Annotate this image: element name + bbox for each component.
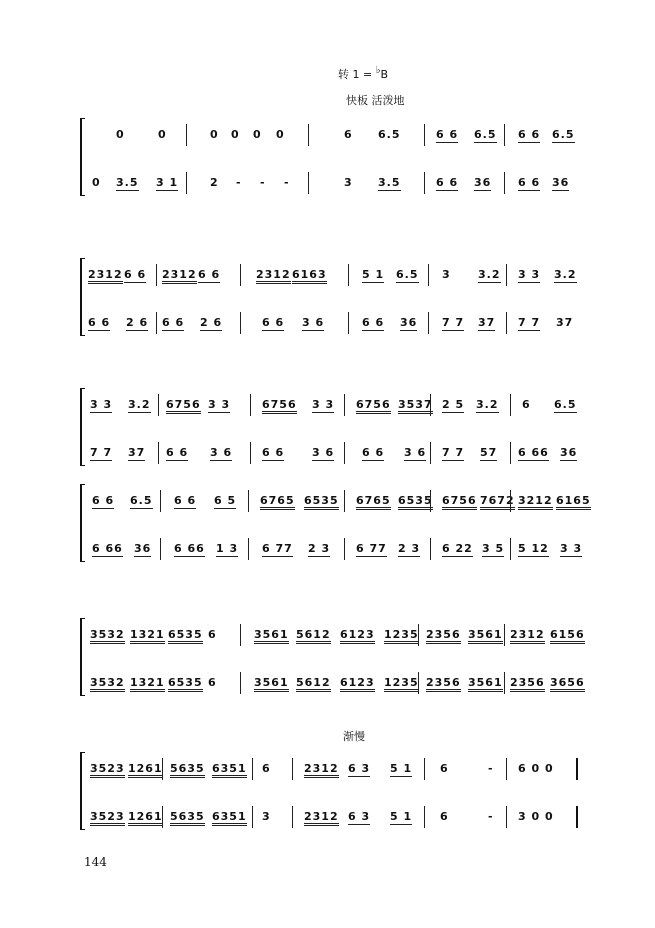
note-group: 6 bbox=[344, 128, 353, 141]
note-group: 6 66 bbox=[92, 542, 123, 555]
note-group: 6756 bbox=[262, 398, 297, 414]
barline bbox=[348, 312, 349, 334]
note-group: 6 bbox=[522, 398, 531, 411]
note-group: 6 3 bbox=[348, 810, 371, 823]
barline bbox=[250, 442, 251, 464]
note-group: 37 bbox=[556, 316, 574, 329]
note-group: 3 3 bbox=[312, 398, 335, 411]
key-prefix: 转 1 = bbox=[338, 68, 373, 81]
note-group: 3561 bbox=[468, 628, 503, 644]
note-group: 3.2 bbox=[478, 268, 501, 281]
note-group: 3.2 bbox=[128, 398, 151, 411]
note-group: 2312 bbox=[304, 762, 339, 778]
barline bbox=[424, 172, 425, 194]
page-number: 144 bbox=[84, 855, 107, 869]
upper-part-row bbox=[86, 756, 576, 784]
note-group: 2 3 bbox=[398, 542, 421, 555]
note-group: 3 3 bbox=[208, 398, 231, 411]
barline bbox=[424, 758, 425, 780]
barline bbox=[430, 442, 431, 464]
note-group: 3537 bbox=[398, 398, 433, 414]
note-group: 6 6 bbox=[162, 316, 185, 329]
barline bbox=[240, 312, 241, 334]
note-group: 3 bbox=[262, 810, 271, 823]
barline bbox=[430, 490, 431, 512]
note-group: 5612 bbox=[296, 628, 331, 644]
note-group: 3.5 bbox=[116, 176, 139, 189]
note-group: 6163 bbox=[292, 268, 327, 284]
note-group: 6123 bbox=[340, 628, 375, 644]
note-group: 6.5 bbox=[474, 128, 497, 141]
note-group: 6351 bbox=[212, 762, 247, 778]
barline bbox=[158, 442, 159, 464]
note-group: 5 1 bbox=[390, 762, 413, 775]
note-group: 6535 bbox=[398, 494, 433, 510]
barline bbox=[504, 624, 505, 646]
barline bbox=[506, 264, 507, 286]
score-system bbox=[80, 118, 580, 198]
note-group: 5635 bbox=[170, 762, 205, 778]
barline bbox=[344, 442, 345, 464]
note-group: 3 6 bbox=[404, 446, 427, 459]
note-group: 5 1 bbox=[362, 268, 385, 281]
note-group: 3523 bbox=[90, 762, 125, 778]
note-group: 2 6 bbox=[200, 316, 223, 329]
note-group: 6535 bbox=[168, 628, 203, 644]
note-group: 3212 bbox=[518, 494, 553, 510]
note-group: - bbox=[260, 176, 266, 189]
note-group: 3 3 bbox=[560, 542, 583, 555]
note-group: 6 22 bbox=[442, 542, 473, 555]
lower-part-row bbox=[86, 536, 583, 564]
barline bbox=[504, 672, 505, 694]
note-group: 3 5 bbox=[482, 542, 505, 555]
barline bbox=[430, 538, 431, 560]
note-group: 7 7 bbox=[90, 446, 113, 459]
lower-part-row bbox=[86, 310, 576, 338]
note-group: 2356 bbox=[510, 676, 545, 692]
note-group: 3 0 0 bbox=[518, 810, 554, 823]
note-group: 0 bbox=[276, 128, 285, 141]
note-group: 3 3 bbox=[90, 398, 113, 411]
note-group: 1 3 bbox=[216, 542, 239, 555]
barline bbox=[418, 672, 419, 694]
key-flat: ♭ bbox=[375, 65, 381, 76]
score-system bbox=[80, 752, 580, 832]
note-group: 2 5 bbox=[442, 398, 465, 411]
upper-part-row bbox=[86, 622, 585, 650]
note-group: 36 bbox=[552, 176, 570, 189]
barline bbox=[424, 124, 425, 146]
system-bracket bbox=[80, 118, 85, 196]
note-group: 36 bbox=[400, 316, 418, 329]
note-group: 37 bbox=[478, 316, 496, 329]
barline bbox=[510, 490, 511, 512]
note-group: 3.5 bbox=[378, 176, 401, 189]
barline bbox=[186, 172, 187, 194]
system-bracket bbox=[80, 484, 85, 562]
note-group: 6 6 bbox=[262, 446, 285, 459]
score-system bbox=[80, 618, 585, 698]
note-group: 0 bbox=[253, 128, 262, 141]
barline bbox=[308, 124, 309, 146]
note-group: 6 5 bbox=[214, 494, 237, 507]
note-group: 6 6 bbox=[92, 494, 115, 507]
note-group: 3523 bbox=[90, 810, 125, 826]
ritardando-marking: 渐慢 bbox=[343, 730, 365, 743]
note-group: 1321 bbox=[130, 676, 165, 692]
barline bbox=[186, 124, 187, 146]
note-group: 3 6 bbox=[302, 316, 325, 329]
note-group: - bbox=[488, 762, 494, 775]
note-group: 6.5 bbox=[552, 128, 575, 141]
note-group: 0 bbox=[92, 176, 101, 189]
note-group: 3561 bbox=[254, 628, 289, 644]
barline bbox=[248, 538, 249, 560]
tempo-marking: 快板 活泼地 bbox=[346, 94, 405, 107]
note-group: 6 6 bbox=[174, 494, 197, 507]
note-group: 6.5 bbox=[554, 398, 577, 411]
note-group: - bbox=[284, 176, 290, 189]
note-group: 6765 bbox=[260, 494, 295, 510]
note-group: 2312 bbox=[304, 810, 339, 826]
note-group: 3.2 bbox=[554, 268, 577, 281]
barline bbox=[240, 672, 241, 694]
note-group: 6 6 bbox=[518, 128, 541, 141]
upper-part-row bbox=[86, 122, 576, 150]
note-group: 3 3 bbox=[518, 268, 541, 281]
note-group: 3656 bbox=[550, 676, 585, 692]
note-group: 2 3 bbox=[308, 542, 331, 555]
score-system bbox=[80, 484, 591, 564]
note-group: 3532 bbox=[90, 676, 125, 692]
system-bracket bbox=[80, 752, 85, 830]
note-group: 6 6 bbox=[362, 316, 385, 329]
note-group: 3561 bbox=[254, 676, 289, 692]
note-group: 7 7 bbox=[442, 446, 465, 459]
note-group: 6 bbox=[440, 762, 449, 775]
barline bbox=[252, 758, 253, 780]
note-group: 0 bbox=[158, 128, 167, 141]
note-group: 0 bbox=[231, 128, 240, 141]
barline bbox=[158, 394, 159, 416]
note-group: 6 77 bbox=[262, 542, 293, 555]
note-group: 6 66 bbox=[518, 446, 549, 459]
barline bbox=[250, 394, 251, 416]
note-group: 6 bbox=[440, 810, 449, 823]
key-note: B bbox=[380, 68, 388, 81]
barline bbox=[156, 264, 157, 286]
lower-part-row bbox=[86, 670, 585, 698]
note-group: 6 bbox=[208, 628, 217, 641]
note-group: 6 6 bbox=[436, 128, 459, 141]
lower-part-row bbox=[86, 440, 576, 468]
note-group: 0 bbox=[210, 128, 219, 141]
note-group: 2356 bbox=[426, 628, 461, 644]
note-group: 6165 bbox=[556, 494, 591, 510]
note-group: 6.5 bbox=[396, 268, 419, 281]
score-system bbox=[80, 388, 580, 468]
note-group: 6 6 bbox=[262, 316, 285, 329]
barline bbox=[162, 758, 163, 780]
note-group: 1235 bbox=[384, 676, 419, 692]
note-group: 2312 bbox=[88, 268, 123, 284]
note-group: 7 7 bbox=[518, 316, 541, 329]
system-bracket bbox=[80, 258, 85, 336]
barline bbox=[576, 806, 578, 828]
score-system bbox=[80, 258, 580, 338]
barline bbox=[576, 758, 578, 780]
note-group: 1321 bbox=[130, 628, 165, 644]
barline bbox=[160, 538, 161, 560]
note-group: 6756 bbox=[166, 398, 201, 414]
note-group: 1235 bbox=[384, 628, 419, 644]
lower-part-row bbox=[86, 170, 576, 198]
system-bracket bbox=[80, 618, 85, 696]
note-group: 6123 bbox=[340, 676, 375, 692]
barline bbox=[430, 394, 431, 416]
note-group: 7 7 bbox=[442, 316, 465, 329]
note-group: 37 bbox=[128, 446, 146, 459]
note-group: 6 6 bbox=[518, 176, 541, 189]
note-group: 6 66 bbox=[174, 542, 205, 555]
note-group: 6.5 bbox=[378, 128, 401, 141]
barline bbox=[292, 758, 293, 780]
barline bbox=[308, 172, 309, 194]
note-group: 3 6 bbox=[210, 446, 233, 459]
note-group: 6756 bbox=[356, 398, 391, 414]
barline bbox=[162, 806, 163, 828]
note-group: 6 6 bbox=[362, 446, 385, 459]
note-group: 6 0 0 bbox=[518, 762, 554, 775]
barline bbox=[292, 806, 293, 828]
note-group: 6351 bbox=[212, 810, 247, 826]
barline bbox=[506, 312, 507, 334]
note-group: 6.5 bbox=[130, 494, 153, 507]
note-group: 6 6 bbox=[198, 268, 221, 281]
barline bbox=[240, 264, 241, 286]
barline bbox=[428, 312, 429, 334]
barline bbox=[510, 442, 511, 464]
note-group: - bbox=[236, 176, 242, 189]
note-group: 3 6 bbox=[312, 446, 335, 459]
note-group: 6 6 bbox=[166, 446, 189, 459]
note-group: 6 6 bbox=[124, 268, 147, 281]
note-group: 3 1 bbox=[156, 176, 179, 189]
barline bbox=[510, 394, 511, 416]
barline bbox=[344, 538, 345, 560]
note-group: 2 bbox=[210, 176, 219, 189]
note-group: 7672 bbox=[480, 494, 515, 510]
note-group: 3532 bbox=[90, 628, 125, 644]
note-group: 6156 bbox=[550, 628, 585, 644]
note-group: 6 bbox=[262, 762, 271, 775]
barline bbox=[510, 538, 511, 560]
barline bbox=[428, 264, 429, 286]
note-group: 6 6 bbox=[436, 176, 459, 189]
note-group: 2356 bbox=[426, 676, 461, 692]
note-group: 36 bbox=[474, 176, 492, 189]
barline bbox=[156, 312, 157, 334]
upper-part-row bbox=[86, 262, 576, 290]
note-group: 2312 bbox=[256, 268, 291, 284]
note-group: 6 3 bbox=[348, 762, 371, 775]
note-group: 1261 bbox=[128, 810, 163, 826]
barline bbox=[160, 490, 161, 512]
barline bbox=[504, 172, 505, 194]
note-group: 2 6 bbox=[126, 316, 149, 329]
note-group: 36 bbox=[134, 542, 152, 555]
note-group: - bbox=[488, 810, 494, 823]
key-signature bbox=[338, 66, 388, 82]
note-group: 2312 bbox=[162, 268, 197, 284]
note-group: 5635 bbox=[170, 810, 205, 826]
note-group: 5612 bbox=[296, 676, 331, 692]
note-group: 6535 bbox=[304, 494, 339, 510]
note-group: 2312 bbox=[510, 628, 545, 644]
note-group: 3561 bbox=[468, 676, 503, 692]
note-group: 6765 bbox=[356, 494, 391, 510]
note-group: 1261 bbox=[128, 762, 163, 778]
upper-part-row bbox=[86, 488, 591, 516]
upper-part-row bbox=[86, 392, 576, 420]
barline bbox=[506, 806, 507, 828]
barline bbox=[248, 490, 249, 512]
barline bbox=[424, 806, 425, 828]
barline bbox=[344, 394, 345, 416]
barline bbox=[252, 806, 253, 828]
barline bbox=[348, 264, 349, 286]
note-group: 5 1 bbox=[390, 810, 413, 823]
barline bbox=[344, 490, 345, 512]
note-group: 3.2 bbox=[476, 398, 499, 411]
note-group: 0 bbox=[116, 128, 125, 141]
note-group: 57 bbox=[480, 446, 498, 459]
note-group: 6 6 bbox=[88, 316, 111, 329]
note-group: 6 77 bbox=[356, 542, 387, 555]
note-group: 3 bbox=[344, 176, 353, 189]
barline bbox=[240, 624, 241, 646]
barline bbox=[506, 758, 507, 780]
note-group: 36 bbox=[560, 446, 578, 459]
lower-part-row bbox=[86, 804, 576, 832]
note-group: 6 bbox=[208, 676, 217, 689]
system-bracket bbox=[80, 388, 85, 466]
barline bbox=[504, 124, 505, 146]
note-group: 3 bbox=[442, 268, 451, 281]
note-group: 6756 bbox=[442, 494, 477, 510]
note-group: 6535 bbox=[168, 676, 203, 692]
note-group: 5 12 bbox=[518, 542, 549, 555]
barline bbox=[418, 624, 419, 646]
